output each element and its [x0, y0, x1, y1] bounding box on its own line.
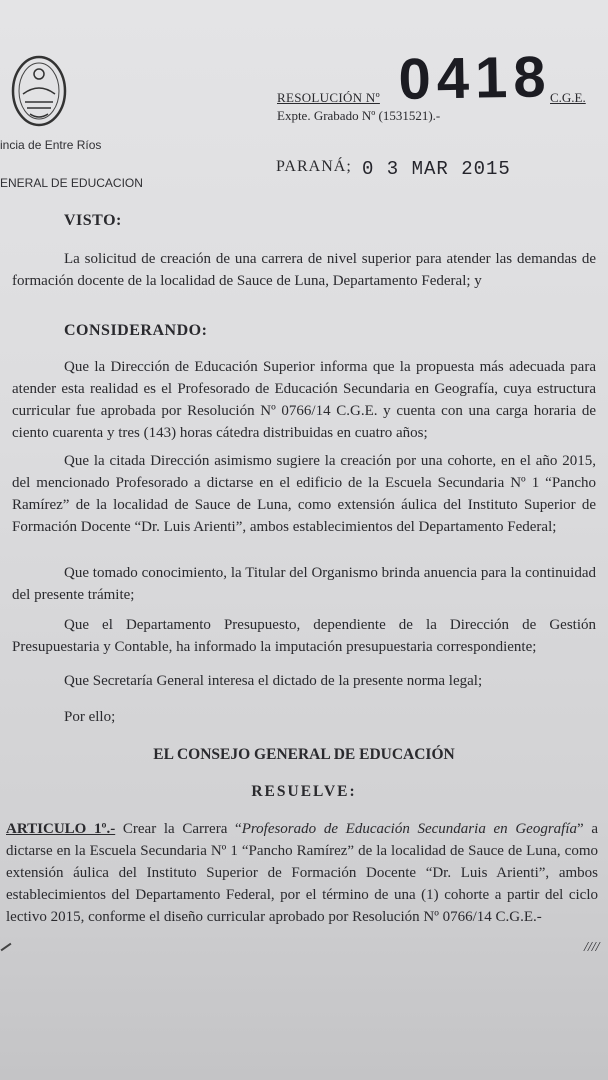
visto-paragraph: La solicitud de creación de una carrera de nivel superior para atender las demandas de formación docente de la localidad de Sauce de Luna, Departamento Federal; y	[12, 251, 596, 289]
considerando-paragraph-6: Por ello;	[64, 709, 116, 725]
date-stamp: 0 3 MAR 2015	[362, 158, 511, 180]
articulo-1-text-after: ” a dictarse en la Escuela Secundaria Nº 1 “Pancho Ramírez” de la localidad de Sauce de Luna, como extensión áulica del Instituto Superior de Formación Docente “Dr. Luis Arienti”, ambos establecimientos del Departamento Federal, por el término de una (1) cohorte a partir del ciclo lectivo 2015, conforme el diseño curricular aprobado por Resolución Nº 0766/14 C.G.E.-	[6, 821, 598, 925]
expediente-number: Expte. Grabado Nº (1531521).-	[277, 108, 441, 123]
articulo-1-career-title: Profesorado de Educación Secundaria en Geografía	[241, 821, 577, 837]
place-label: PARANÁ;	[276, 158, 352, 175]
considerando-paragraph-3: Que tomado conocimiento, la Titular del Organismo brinda anuencia para la continuidad del presente trámite;	[12, 565, 596, 603]
visto-heading: VISTO:	[64, 212, 122, 229]
considerando-paragraph-5: Que Secretaría General interesa el dictado de la presente norma legal;	[64, 673, 483, 689]
continuation-marks: ////	[584, 940, 600, 955]
considerando-paragraph-4: Que el Departamento Presupuesto, dependiente de la Dirección de Gestión Presupuestaria y Contable, ha informado la imputación presupuestaria correspondiente;	[12, 617, 596, 655]
articulo-1-label: ARTICULO 1º.-	[6, 821, 116, 837]
considerando-paragraph-1: Que la Dirección de Educación Superior informa que la propuesta más adecuada para atender esta realidad es el Profesorado de Educación Secundaria en Geografía, cuya estructura curricular fue aprobada por Resolución Nº 0766/14 C.G.E. y cuenta con una carga horaria de ciento cuarenta y tres (143) horas cátedra distribuidas en cuatro años;	[12, 359, 596, 441]
considerando-heading: CONSIDERANDO:	[64, 322, 208, 339]
council-title: EL CONSEJO GENERAL DE EDUCACIÓN	[153, 746, 455, 763]
resolution-label: RESOLUCIÓN Nº	[277, 90, 380, 105]
province-name: incia de Entre Ríos	[0, 138, 102, 152]
resolution-suffix: C.G.E.	[550, 90, 586, 105]
provincial-seal-icon	[10, 54, 68, 128]
articulo-1	[6, 818, 598, 928]
margin-mark	[1, 943, 12, 952]
resuelve-heading: RESUELVE:	[251, 783, 357, 800]
resolution-number: 0418	[398, 44, 553, 112]
articulo-1-text-before: Crear la Carrera “	[122, 821, 242, 837]
department-name: ENERAL DE EDUCACION	[0, 176, 143, 190]
considerando-paragraph-2: Que la citada Dirección asimismo sugiere la creación por una cohorte, en el año 2015, del mencionado Profesorado a dictarse en el edificio de la Escuela Secundaria Nº 1 “Pancho Ramírez” de la localidad de Sauce de Luna, como extensión áulica del Instituto Superior de Formación Docente “Dr. Luis Arienti”, ambos establecimientos del Departamento Federal;	[12, 453, 596, 535]
